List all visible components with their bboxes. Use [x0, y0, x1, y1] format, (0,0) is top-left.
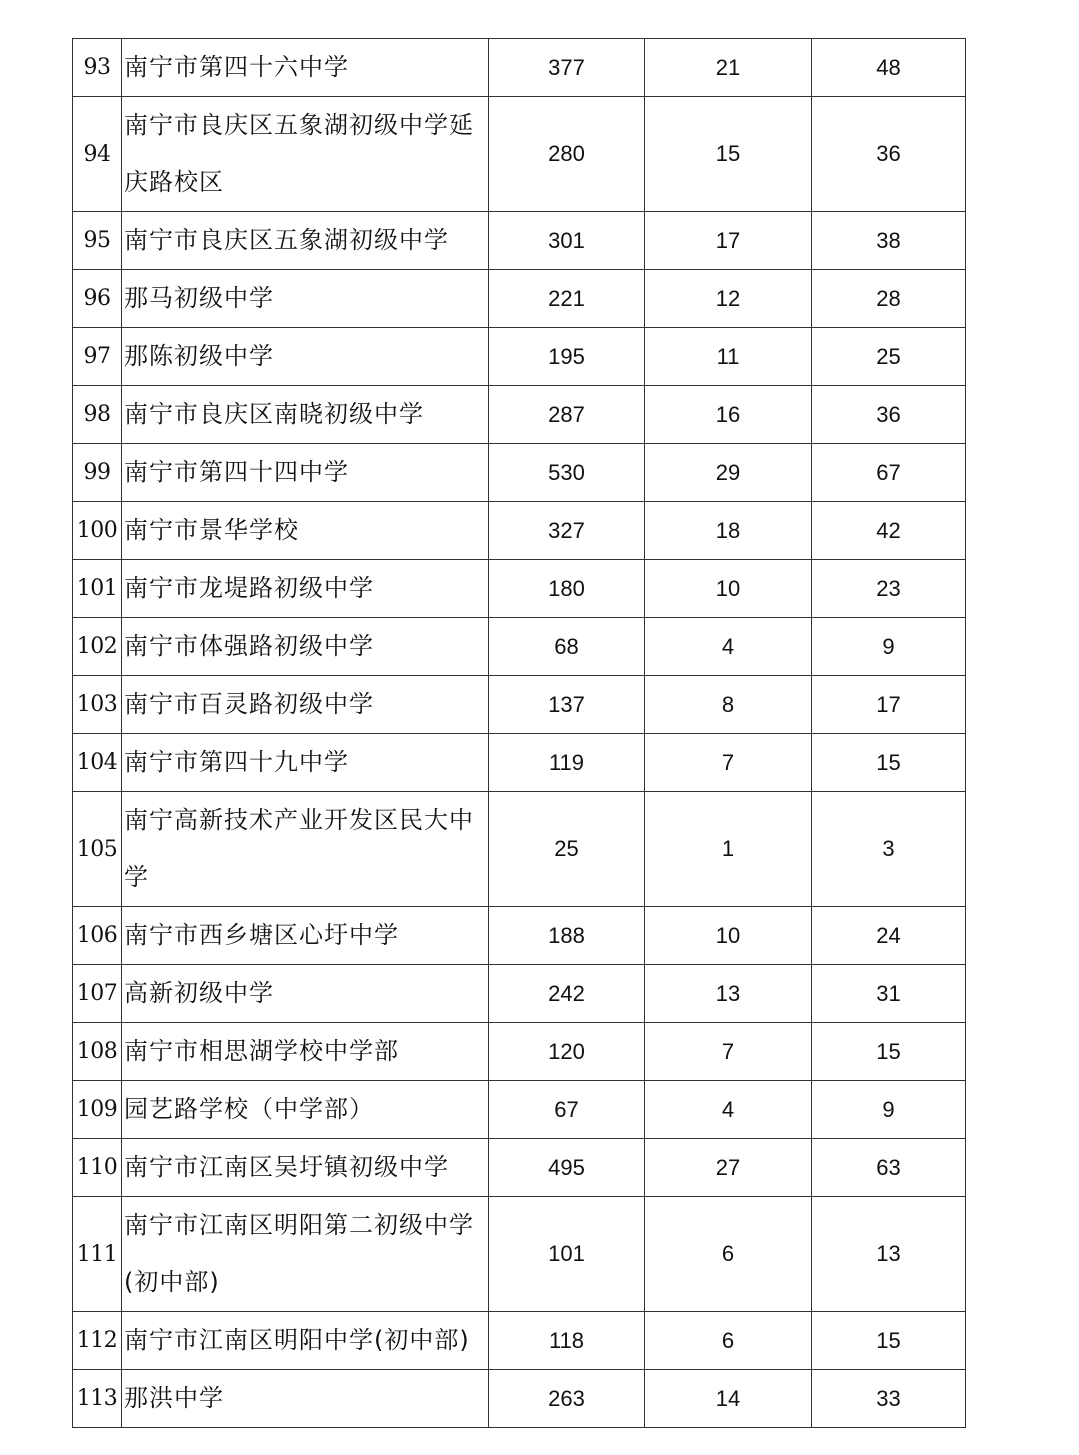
table-row [73, 734, 966, 792]
table-body [73, 39, 966, 1428]
school-name-cell: 南宁高新技术产业开发区民大中学 [122, 792, 489, 907]
school-name-cell: 南宁市体强路初级中学 [122, 618, 489, 676]
table-row [73, 444, 966, 502]
value-c-cell: 13 [812, 1197, 966, 1312]
table-row [73, 1312, 966, 1370]
school-name-cell: 南宁市西乡塘区心圩中学 [122, 907, 489, 965]
value-a-cell: 68 [489, 618, 645, 676]
value-b-cell: 6 [645, 1312, 812, 1370]
school-name-cell: 南宁市良庆区五象湖初级中学 [122, 212, 489, 270]
row-number-cell: 109 [73, 1081, 122, 1139]
table-row [73, 39, 966, 97]
school-name-cell: 南宁市良庆区五象湖初级中学延庆路校区 [122, 97, 489, 212]
row-number-cell: 100 [73, 502, 122, 560]
row-number-cell: 104 [73, 734, 122, 792]
value-a-cell: 67 [489, 1081, 645, 1139]
row-number-cell: 112 [73, 1312, 122, 1370]
value-a-cell: 120 [489, 1023, 645, 1081]
row-number-cell: 108 [73, 1023, 122, 1081]
school-name-cell: 园艺路学校（中学部） [122, 1081, 489, 1139]
school-name-cell: 高新初级中学 [122, 965, 489, 1023]
value-b-cell: 7 [645, 734, 812, 792]
value-a-cell: 377 [489, 39, 645, 97]
row-number-cell: 99 [73, 444, 122, 502]
school-name-cell: 南宁市龙堤路初级中学 [122, 560, 489, 618]
table-row [73, 907, 966, 965]
value-b-cell: 7 [645, 1023, 812, 1081]
value-b-cell: 12 [645, 270, 812, 328]
value-c-cell: 9 [812, 1081, 966, 1139]
school-name-cell: 那马初级中学 [122, 270, 489, 328]
school-name-cell: 那洪中学 [122, 1370, 489, 1428]
value-b-cell: 10 [645, 907, 812, 965]
value-c-cell: 36 [812, 386, 966, 444]
school-name-cell: 南宁市江南区吴圩镇初级中学 [122, 1139, 489, 1197]
row-number-cell: 98 [73, 386, 122, 444]
school-name-cell: 那陈初级中学 [122, 328, 489, 386]
value-c-cell: 15 [812, 734, 966, 792]
school-name-cell: 南宁市江南区明阳第二初级中学(初中部) [122, 1197, 489, 1312]
value-a-cell: 180 [489, 560, 645, 618]
row-number-cell: 111 [73, 1197, 122, 1312]
row-number-cell: 110 [73, 1139, 122, 1197]
table-row [73, 965, 966, 1023]
row-number-cell: 96 [73, 270, 122, 328]
value-a-cell: 242 [489, 965, 645, 1023]
value-b-cell: 29 [645, 444, 812, 502]
school-name-cell: 南宁市良庆区南晓初级中学 [122, 386, 489, 444]
school-name-cell: 南宁市第四十六中学 [122, 39, 489, 97]
table-row [73, 97, 966, 212]
value-a-cell: 137 [489, 676, 645, 734]
value-c-cell: 17 [812, 676, 966, 734]
value-a-cell: 118 [489, 1312, 645, 1370]
value-a-cell: 188 [489, 907, 645, 965]
value-a-cell: 101 [489, 1197, 645, 1312]
school-name-cell: 南宁市相思湖学校中学部 [122, 1023, 489, 1081]
value-a-cell: 221 [489, 270, 645, 328]
value-c-cell: 42 [812, 502, 966, 560]
row-number-cell: 97 [73, 328, 122, 386]
value-b-cell: 4 [645, 618, 812, 676]
value-a-cell: 495 [489, 1139, 645, 1197]
school-name-cell: 南宁市百灵路初级中学 [122, 676, 489, 734]
row-number-cell: 105 [73, 792, 122, 907]
school-quota-table-container [72, 38, 966, 1428]
value-a-cell: 119 [489, 734, 645, 792]
row-number-cell: 93 [73, 39, 122, 97]
value-c-cell: 15 [812, 1023, 966, 1081]
value-a-cell: 263 [489, 1370, 645, 1428]
value-b-cell: 6 [645, 1197, 812, 1312]
table-row [73, 618, 966, 676]
value-b-cell: 4 [645, 1081, 812, 1139]
row-number-cell: 107 [73, 965, 122, 1023]
table-row [73, 386, 966, 444]
value-c-cell: 67 [812, 444, 966, 502]
value-b-cell: 17 [645, 212, 812, 270]
school-name-cell: 南宁市景华学校 [122, 502, 489, 560]
value-c-cell: 31 [812, 965, 966, 1023]
value-a-cell: 287 [489, 386, 645, 444]
value-b-cell: 8 [645, 676, 812, 734]
value-c-cell: 36 [812, 97, 966, 212]
value-a-cell: 280 [489, 97, 645, 212]
row-number-cell: 113 [73, 1370, 122, 1428]
row-number-cell: 102 [73, 618, 122, 676]
value-b-cell: 13 [645, 965, 812, 1023]
value-c-cell: 15 [812, 1312, 966, 1370]
value-c-cell: 38 [812, 212, 966, 270]
table-row [73, 1023, 966, 1081]
row-number-cell: 94 [73, 97, 122, 212]
value-c-cell: 25 [812, 328, 966, 386]
value-b-cell: 18 [645, 502, 812, 560]
school-name-cell: 南宁市第四十四中学 [122, 444, 489, 502]
row-number-cell: 101 [73, 560, 122, 618]
value-b-cell: 14 [645, 1370, 812, 1428]
value-a-cell: 195 [489, 328, 645, 386]
table-row [73, 212, 966, 270]
school-name-cell: 南宁市江南区明阳中学(初中部) [122, 1312, 489, 1370]
table-row [73, 1370, 966, 1428]
table-row [73, 502, 966, 560]
value-b-cell: 27 [645, 1139, 812, 1197]
table-row [73, 792, 966, 907]
table-row [73, 1139, 966, 1197]
school-quota-table [72, 38, 966, 1428]
table-row [73, 328, 966, 386]
row-number-cell: 103 [73, 676, 122, 734]
table-row [73, 1197, 966, 1312]
table-row [73, 676, 966, 734]
table-row [73, 270, 966, 328]
value-c-cell: 24 [812, 907, 966, 965]
value-c-cell: 23 [812, 560, 966, 618]
value-c-cell: 48 [812, 39, 966, 97]
table-row [73, 1081, 966, 1139]
value-b-cell: 10 [645, 560, 812, 618]
school-name-cell: 南宁市第四十九中学 [122, 734, 489, 792]
value-a-cell: 327 [489, 502, 645, 560]
value-b-cell: 11 [645, 328, 812, 386]
row-number-cell: 95 [73, 212, 122, 270]
value-a-cell: 530 [489, 444, 645, 502]
value-b-cell: 1 [645, 792, 812, 907]
value-b-cell: 16 [645, 386, 812, 444]
value-c-cell: 33 [812, 1370, 966, 1428]
value-b-cell: 15 [645, 97, 812, 212]
row-number-cell: 106 [73, 907, 122, 965]
value-c-cell: 3 [812, 792, 966, 907]
value-c-cell: 28 [812, 270, 966, 328]
value-b-cell: 21 [645, 39, 812, 97]
value-a-cell: 301 [489, 212, 645, 270]
value-a-cell: 25 [489, 792, 645, 907]
value-c-cell: 9 [812, 618, 966, 676]
table-row [73, 560, 966, 618]
value-c-cell: 63 [812, 1139, 966, 1197]
